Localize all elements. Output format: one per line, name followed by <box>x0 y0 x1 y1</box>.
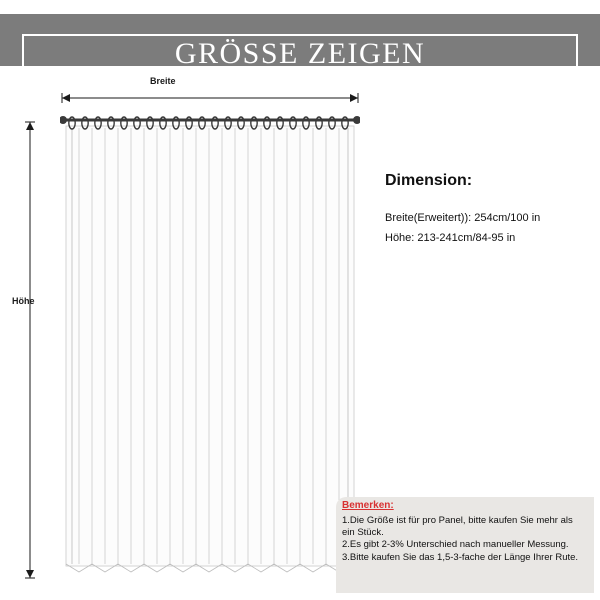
list-item: 1.Die Größe ist für pro Panel, bitte kaufen Sie mehr als ein Stück. <box>342 515 573 538</box>
header-frame <box>22 34 578 74</box>
remarks-box <box>336 497 594 593</box>
curtain-illustration <box>60 112 360 582</box>
page-title: GRÖSSE ZEIGEN <box>174 37 426 70</box>
dimension-height: Höhe: 213-241cm/84-95 in <box>385 232 516 244</box>
width-measure-arrow <box>60 92 360 104</box>
height-measure-label: Höhe <box>12 296 35 306</box>
dimension-title: Dimension: <box>385 172 473 189</box>
header-banner <box>0 14 600 70</box>
list-item: 2.Es gibt 2-3% Unterschied nach manueller Messung. <box>342 539 569 550</box>
list-item: 3.Bitte kaufen Sie das 1,5-3-fache der Länge Ihrer Rute. <box>342 551 579 563</box>
dimension-width: Breite(Erweitert)): 254cm/100 in <box>385 212 541 224</box>
remarks-list <box>342 515 588 564</box>
width-measure-label: Breite <box>150 76 176 86</box>
dimension-block <box>385 172 595 252</box>
remarks-title: Bemerken: <box>342 500 394 511</box>
height-measure-arrow <box>24 120 36 580</box>
